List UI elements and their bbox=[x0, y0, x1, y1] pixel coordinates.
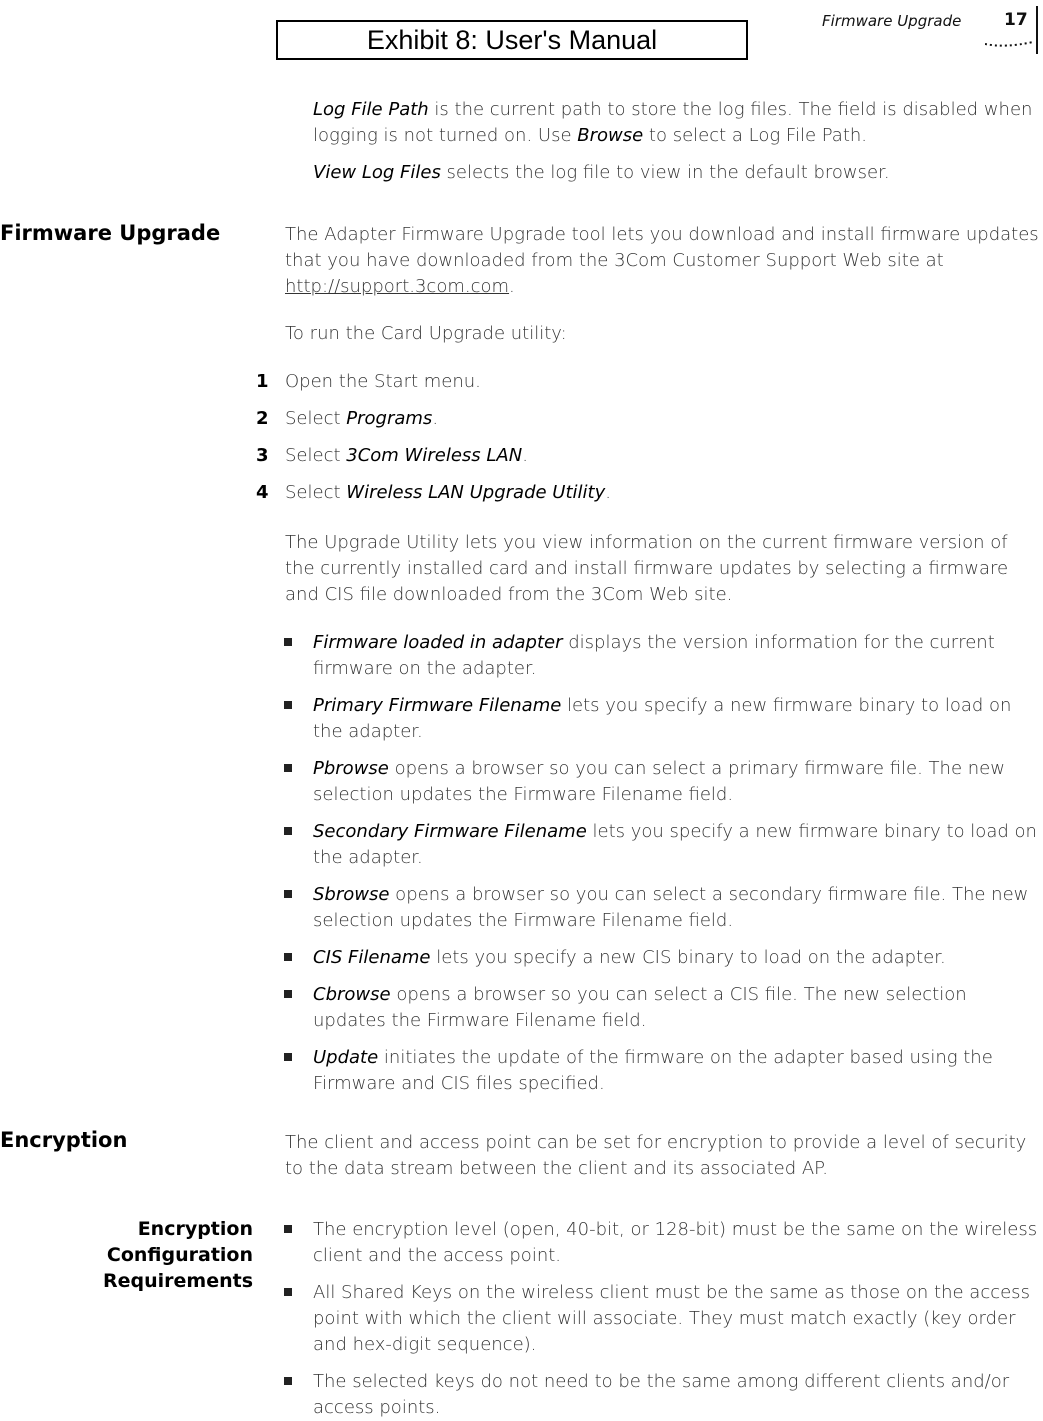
step-text: Open the Start menu. bbox=[285, 371, 481, 392]
bullet-icon bbox=[284, 1288, 292, 1296]
list-item: Sbrowse opens a browser so you can select a secondary firmware file. The new selection updates the Firmware Filename field. bbox=[313, 884, 1029, 931]
browse-term: Browse bbox=[577, 125, 644, 146]
list-item: Firmware loaded in adapter displays the version information for the current firmware on the adapter. bbox=[313, 632, 995, 679]
encryption-requirements-subheading: Encryption Configuration Requirements bbox=[102, 1218, 253, 1292]
bullet-icon bbox=[284, 953, 292, 961]
list-item: Update initiates the update of the firmware on the adapter based using the Firmware and CIS files specified. bbox=[313, 1047, 993, 1094]
bullet-icon bbox=[284, 701, 292, 709]
view-log-files-paragraph: View Log Files selects the log file to view in the default browser. bbox=[313, 162, 890, 183]
list-item: The encryption level (open, 40-bit, or 128-bit) must be the same on the wireless client and the access point. bbox=[313, 1219, 1038, 1266]
bullet-icon bbox=[284, 827, 292, 835]
bullet-icon bbox=[284, 1377, 292, 1385]
list-item: Cbrowse opens a browser so you can select a CIS file. The new selection updates the Firmware Filename field. bbox=[313, 984, 967, 1031]
list-item: Secondary Firmware Filename lets you specify a new firmware binary to load on the adapter. bbox=[313, 821, 1037, 868]
upgrade-utility-paragraph: The Upgrade Utility lets you view information on the current firmware version of the currently installed card and install firmware updates by selecting a firmware and CIS file downloaded from the 3Com Web site. bbox=[285, 532, 1009, 605]
list-item: Pbrowse opens a browser so you can select a primary firmware file. The new selection updates the Firmware Filename field. bbox=[313, 758, 1005, 805]
exhibit-label: Exhibit 8: User's Manual bbox=[276, 20, 748, 60]
run-utility-paragraph: To run the Card Upgrade utility: bbox=[285, 323, 567, 344]
bullet-icon bbox=[284, 638, 292, 646]
view-log-files-term: View Log Files bbox=[313, 162, 441, 183]
firmware-upgrade-heading: Firmware Upgrade bbox=[0, 221, 221, 245]
list-item: Primary Firmware Filename lets you specify a new firmware binary to load on the adapter. bbox=[313, 695, 1012, 742]
step-text: Select 3Com Wireless LAN. bbox=[285, 445, 528, 466]
page-corner-decoration bbox=[985, 4, 1039, 54]
support-link[interactable]: http://support.3com.com bbox=[285, 276, 510, 297]
step-text: Select Wireless LAN Upgrade Utility. bbox=[285, 482, 611, 503]
bullet-icon bbox=[284, 1053, 292, 1061]
step-number: 4 bbox=[256, 482, 269, 503]
step-text: Select Programs. bbox=[285, 408, 439, 429]
encryption-heading: Encryption bbox=[0, 1128, 128, 1152]
bullet-icon bbox=[284, 1225, 292, 1233]
step-number: 3 bbox=[256, 445, 269, 466]
log-file-path-paragraph: Log File Path is the current path to store the log files. The field is disabled when logging is not turned on. Use Browse to select a Log File Path. bbox=[313, 99, 1033, 146]
bullet-icon bbox=[284, 890, 292, 898]
page-number: 17 bbox=[1004, 10, 1028, 30]
step-number: 1 bbox=[256, 371, 269, 392]
bullet-icon bbox=[284, 990, 292, 998]
list-item: The selected keys do not need to be the same among different clients and/or access points. bbox=[313, 1371, 1010, 1418]
step-number: 2 bbox=[256, 408, 269, 429]
bullet-icon bbox=[284, 764, 292, 772]
list-item: All Shared Keys on the wireless client must be the same as those on the access point with which the client will associate. They must match exactly (key order and hex-digit sequence). bbox=[313, 1282, 1030, 1355]
encryption-paragraph: The client and access point can be set for encryption to provide a level of security to the data stream between the client and its associated AP. bbox=[285, 1132, 1027, 1179]
list-item: CIS Filename lets you specify a new CIS binary to load on the adapter. bbox=[313, 947, 946, 968]
log-file-path-term: Log File Path bbox=[313, 99, 429, 120]
firmware-intro-paragraph: The Adapter Firmware Upgrade tool lets you download and install firmware updates that you have downloaded from the 3Com Customer Support Web site at http://support.3com.com. bbox=[285, 224, 1039, 297]
running-head: Firmware Upgrade bbox=[822, 12, 962, 30]
